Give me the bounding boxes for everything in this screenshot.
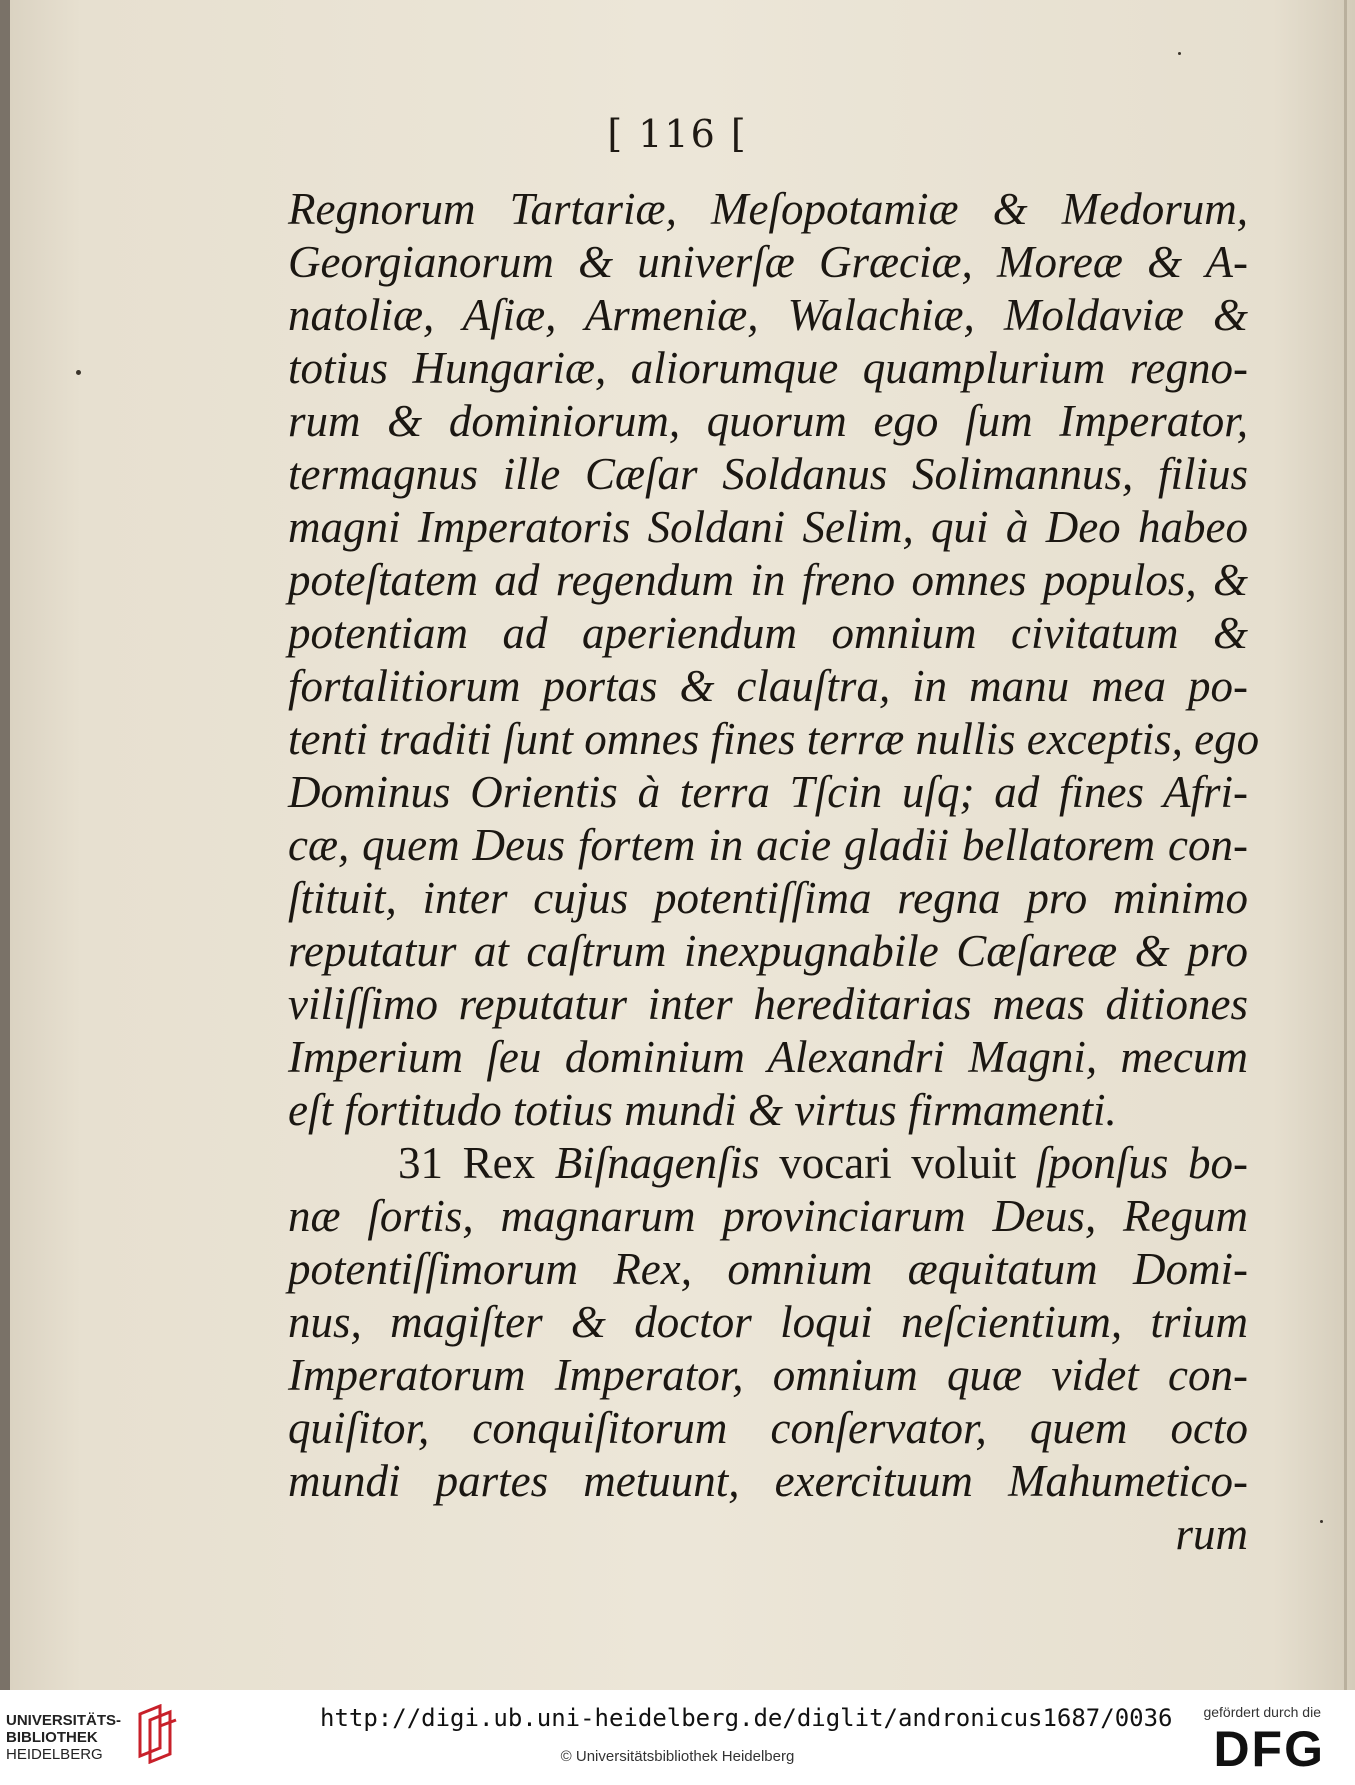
catchword: rum	[1175, 1509, 1248, 1559]
text-line: termagnus ille Cæſar Soldanus Solimannus, filius	[288, 449, 1248, 499]
text-line: fortalitiorum portas & clauſtra, in manu mea po-	[288, 661, 1248, 711]
text-line: natoliæ, Aſiæ, Armeniæ, Walachiæ, Moldaviæ &	[288, 290, 1248, 340]
funding-label: gefördert durch die	[1203, 1704, 1321, 1720]
para-words: vocari voluit	[779, 1138, 1017, 1188]
paragraph-number: 31	[398, 1138, 443, 1188]
text-line: magni Imperatoris Soldani Selim, qui à Deo habeo	[288, 502, 1248, 552]
library-name-line: UNIVERSITÄTS-	[6, 1712, 122, 1729]
text-line: nus, magiſter & doctor loqui neſcientium, trium	[288, 1297, 1248, 1347]
viewer-footer	[0, 1690, 1355, 1785]
para-title: ſponſus bo-	[1035, 1138, 1248, 1188]
text-line: Dominus Orientis à terra Tſcin uſq; ad fines Afri-	[288, 767, 1248, 817]
text-line: ſtituit, inter cujus potentiſſima regna pro minimo	[288, 873, 1248, 923]
text-line: rum & dominiorum, quorum ego ſum Imperator,	[288, 396, 1248, 446]
permalink-url[interactable]: http://digi.ub.uni-heidelberg.de/diglit/andronicus1687/0036	[320, 1704, 1173, 1732]
text-line: cæ, quem Deus fortem in acie gladii bellatorem con-	[288, 820, 1248, 870]
text-line: totius Hungariæ, aliorumque quamplurium regno-	[288, 343, 1248, 393]
text-line: eſt fortitudo totius mundi & virtus firmamenti.	[288, 1085, 1117, 1135]
text-line: tenti traditi ſunt omnes fines terræ nullis exceptis, ego	[288, 714, 1260, 764]
text-line: potentiam ad aperiendum omnium civitatum &	[288, 608, 1248, 658]
para-name: Biſnagenſis	[554, 1138, 760, 1188]
text-line: poteſtatem ad regendum in freno omnes populos, &	[288, 555, 1248, 605]
para-word: Rex	[462, 1138, 536, 1188]
page-number: [ 116 [	[607, 112, 748, 156]
copyright-notice: © Universitätsbibliothek Heidelberg	[560, 1748, 795, 1765]
text-line: mundi partes metuunt, exercituum Mahumetico-	[288, 1456, 1248, 1506]
text-line: næ ſortis, magnarum provinciarum Deus, Regum	[288, 1191, 1248, 1241]
text-line: Georgianorum & univerſæ Græciæ, Moreæ & A-	[288, 237, 1248, 287]
library-name-line: BIBLIOTHEK	[6, 1729, 98, 1746]
text-line: reputatur at caſtrum inexpugnabile Cæſareæ & pro	[288, 926, 1248, 976]
text-line: quiſitor, conquiſitorum conſervator, quem octo	[288, 1403, 1248, 1453]
dfg-logo: DFG	[1213, 1721, 1325, 1777]
paragraph-31-first-line	[288, 1137, 1248, 1190]
library-name-line: HEIDELBERG	[6, 1746, 103, 1763]
text-line: Imperatorum Imperator, omnium quæ videt con-	[288, 1350, 1248, 1400]
text-line: Imperium ſeu dominium Alexandri Magni, mecum	[288, 1032, 1248, 1082]
text-line: Regnorum Tartariæ, Meſopotamiæ & Medorum,	[288, 184, 1248, 234]
text-line: viliſſimo reputatur inter hereditarias meas ditiones	[288, 979, 1248, 1029]
text-line: potentiſſimorum Rex, omnium æquitatum Domi-	[288, 1244, 1248, 1294]
body-text	[288, 183, 1260, 1561]
